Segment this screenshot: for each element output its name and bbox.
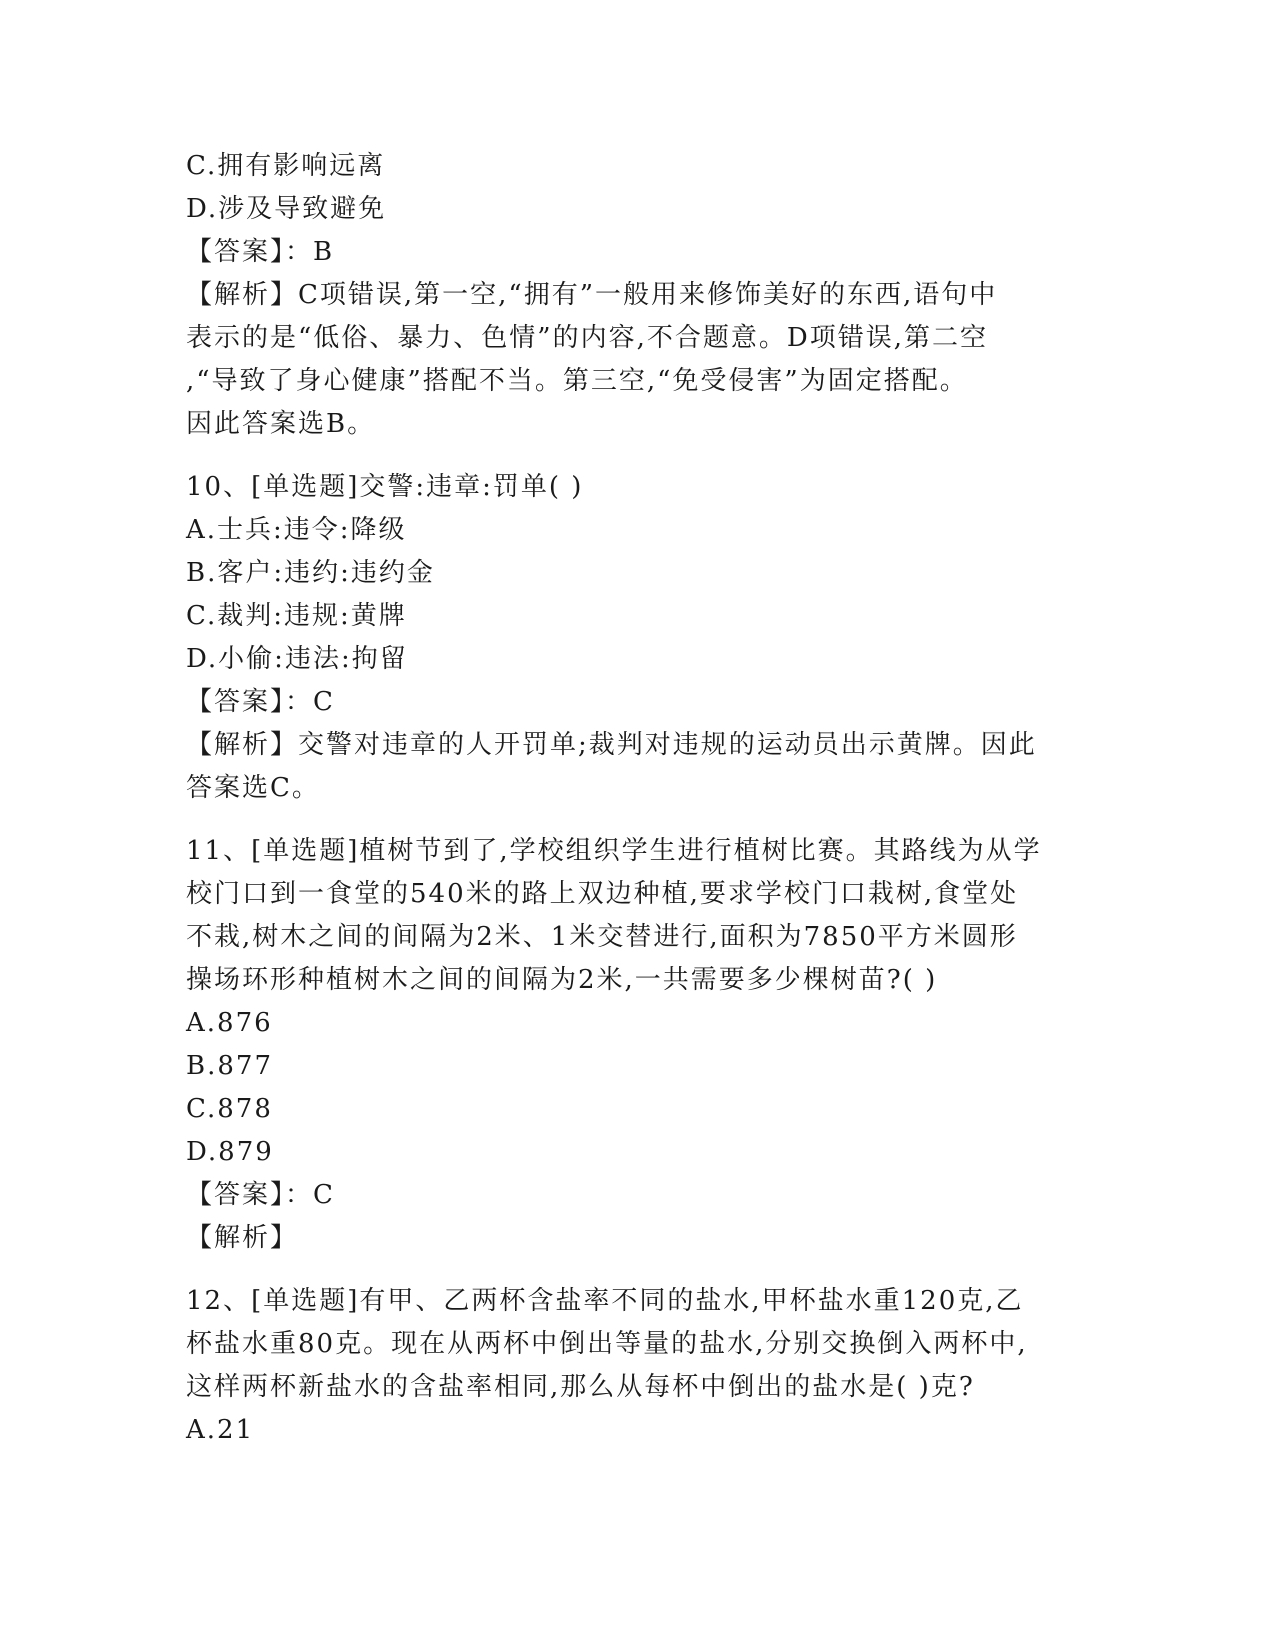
q12-stem-line: 这样两杯新盐水的含盐率相同,那么从每杯中倒出的盐水是( )克? xyxy=(186,1372,975,1402)
q9-analysis-line: 【解析】C项错误,第一空,“拥有”一般用来修饰美好的东西,语句中 xyxy=(186,280,998,310)
question-spacer xyxy=(186,1260,1086,1280)
q11-stem-line: 操场环形种植树木之间的间隔为2米,一共需要多少棵树苗?( ) xyxy=(186,965,938,995)
q9-analysis-line: 因此答案选B。 xyxy=(186,409,376,439)
q11-option-c: C.878 xyxy=(186,1094,273,1124)
q11-stem-line: 11、[单选题]植树节到了,学校组织学生进行植树比赛。其路线为从学 xyxy=(186,836,1042,866)
q11-analysis: 【解析】 xyxy=(186,1223,299,1253)
q9-analysis-line: ,“导致了身心健康”搭配不当。第三空,“免受侵害”为固定搭配。 xyxy=(186,366,968,396)
q11-option-b: B.877 xyxy=(186,1051,273,1081)
q11-stem-line: 校门口到一食堂的540米的路上双边种植,要求学校门口栽树,食堂处 xyxy=(186,879,1019,909)
q10-option-d: D.小偷:违法:拘留 xyxy=(186,644,408,674)
q9-answer: 【答案】：B xyxy=(186,237,335,267)
question-spacer xyxy=(186,446,1086,466)
q10-option-a: A.士兵:违令:降级 xyxy=(186,515,407,545)
q11-option-a: A.876 xyxy=(186,1008,273,1038)
q10-analysis-line: 答案选C。 xyxy=(186,773,320,803)
q12-stem-line: 12、[单选题]有甲、乙两杯含盐率不同的盐水,甲杯盐水重120克,乙 xyxy=(186,1286,1024,1316)
q9-analysis-line: 表示的是“低俗、暴力、色情”的内容,不合题意。D项错误,第二空 xyxy=(186,323,988,353)
q11-stem-line: 不栽,树木之间的间隔为2米、1米交替进行,面积为7850平方米圆形 xyxy=(186,922,1018,952)
document-content xyxy=(186,145,1086,1452)
question-spacer xyxy=(186,810,1086,830)
q10-analysis-line: 【解析】交警对违章的人开罚单;裁判对违规的运动员出示黄牌。因此 xyxy=(186,730,1037,760)
q10-option-c: C.裁判:违规:黄牌 xyxy=(186,601,407,631)
q10-answer: 【答案】：C xyxy=(186,687,335,717)
q9-option-d: D.涉及导致避免 xyxy=(186,194,387,224)
q11-option-d: D.879 xyxy=(186,1137,274,1167)
q12-stem-line: 杯盐水重80克。现在从两杯中倒出等量的盐水,分别交换倒入两杯中, xyxy=(186,1329,1028,1359)
q10-option-b: B.客户:违约:违约金 xyxy=(186,558,435,588)
q10-stem: 10、[单选题]交警:违章:罚单( ) xyxy=(186,472,584,502)
q12-option-a: A.21 xyxy=(186,1415,255,1445)
q11-answer: 【答案】：C xyxy=(186,1180,335,1210)
q9-option-c: C.拥有影响远离 xyxy=(186,151,386,181)
